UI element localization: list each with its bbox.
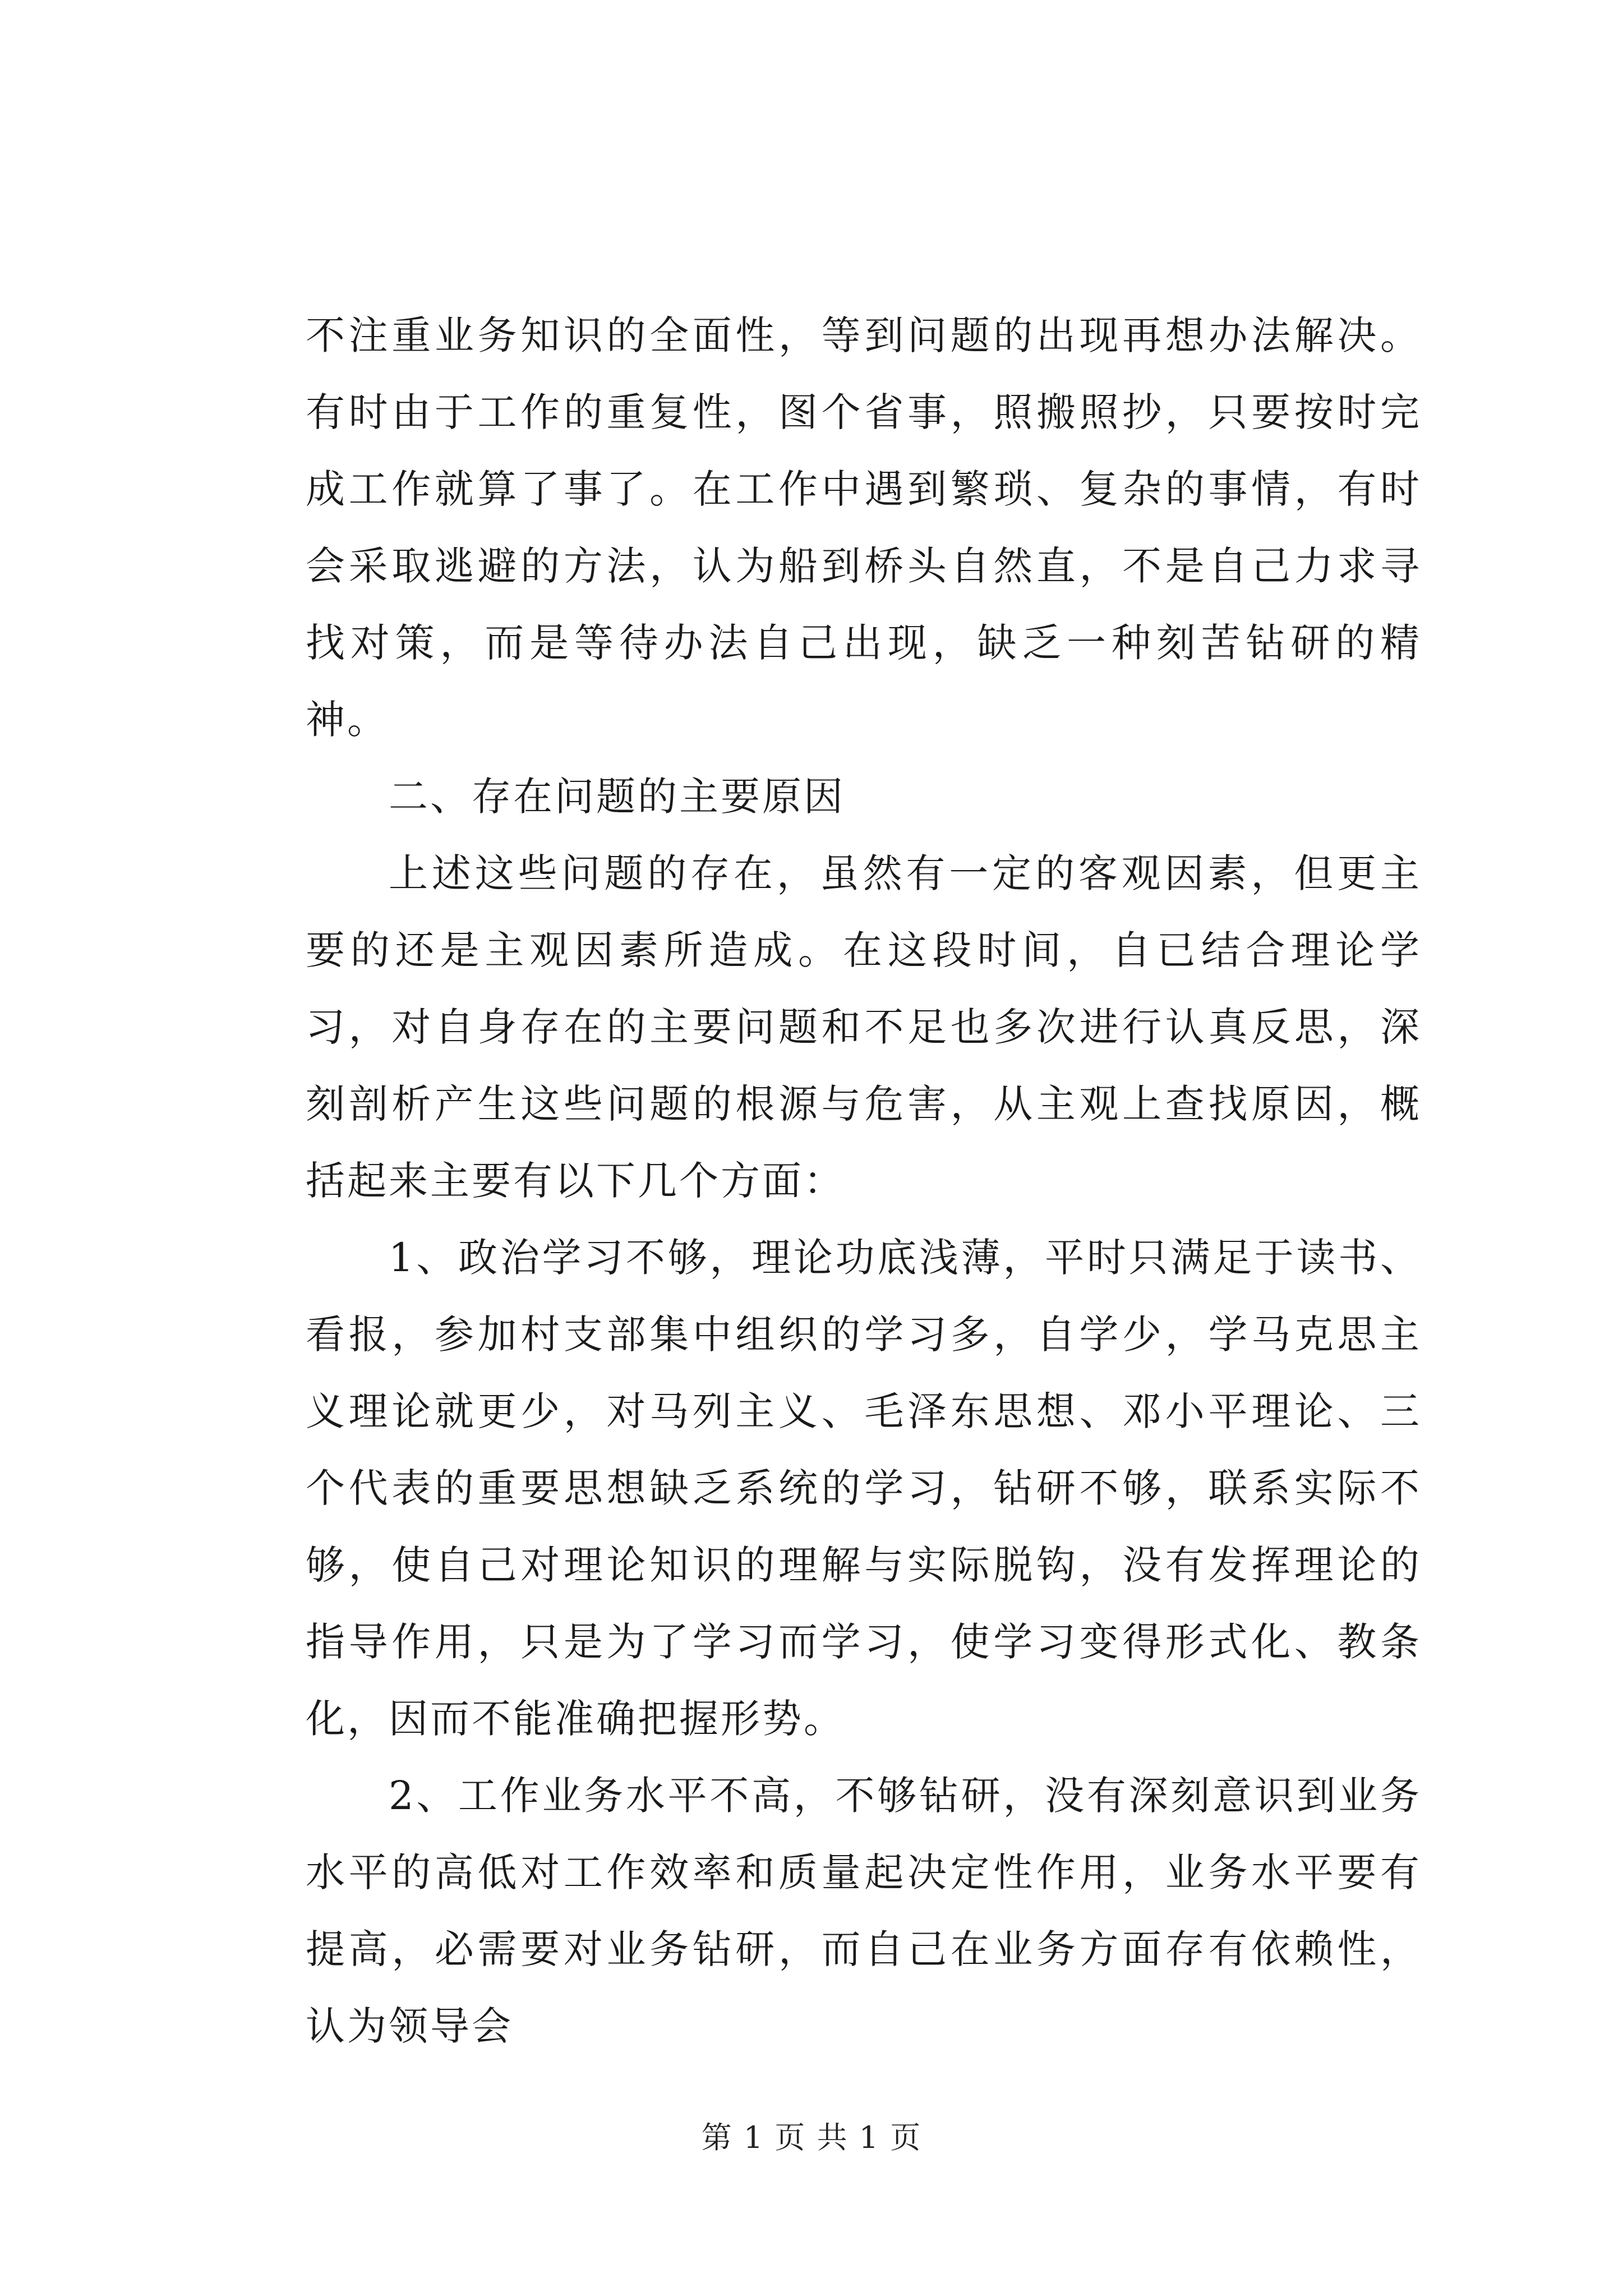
section-heading: 二、存在问题的主要原因 — [389, 774, 845, 820]
paragraph: 上述这些问题的存在，虽然有一定的客观因素，但更主要的还是主观因素所造成。在这段时间，自已结合理论学习，对自身存在的主要问题和不足也多次进行认真反思，深刻剖析产生这些问题的根源与危害，从主观上查找原因，概括起来主要有以下几个方面： — [306, 850, 1422, 1204]
document-body — [306, 297, 1422, 2065]
paragraph: 1、政治学习不够，理论功底浅薄，平时只满足于读书、看报，参加村支部集中组织的学习多，自学少，学马克思主义理论就更少，对马列主义、毛泽东思想、邓小平理论、三个代表的重要思想缺乏系统的学习，钻研不够，联系实际不够，使自己对理论知识的理解与实际脱钩，没有发挥理论的指导作用，只是为了学习而学习，使学习变得形式化、教条化，因而不能准确把握形势。 — [306, 1235, 1422, 1742]
page-number-footer: 第 1 页 共 1 页 — [701, 2120, 922, 2155]
paragraph: 2、工作业务水平不高，不够钻研，没有深刻意识到业务水平的高低对工作效率和质量起决定性作用，业务水平要有提高，必需要对业务钻研，而自己在业务方面存有依赖性，认为领导会 — [306, 1773, 1422, 2049]
paragraph-continuation: 不注重业务知识的全面性，等到问题的出现再想办法解决。有时由于工作的重复性，图个省事，照搬照抄，只要按时完成工作就算了事了。在工作中遇到繁琐、复杂的事情，有时会采取逃避的方法，认为船到桥头自然直，不是自己力求寻找对策，而是等待办法自己出现，缺乏一种刻苦钻研的精神。 — [306, 312, 1422, 743]
